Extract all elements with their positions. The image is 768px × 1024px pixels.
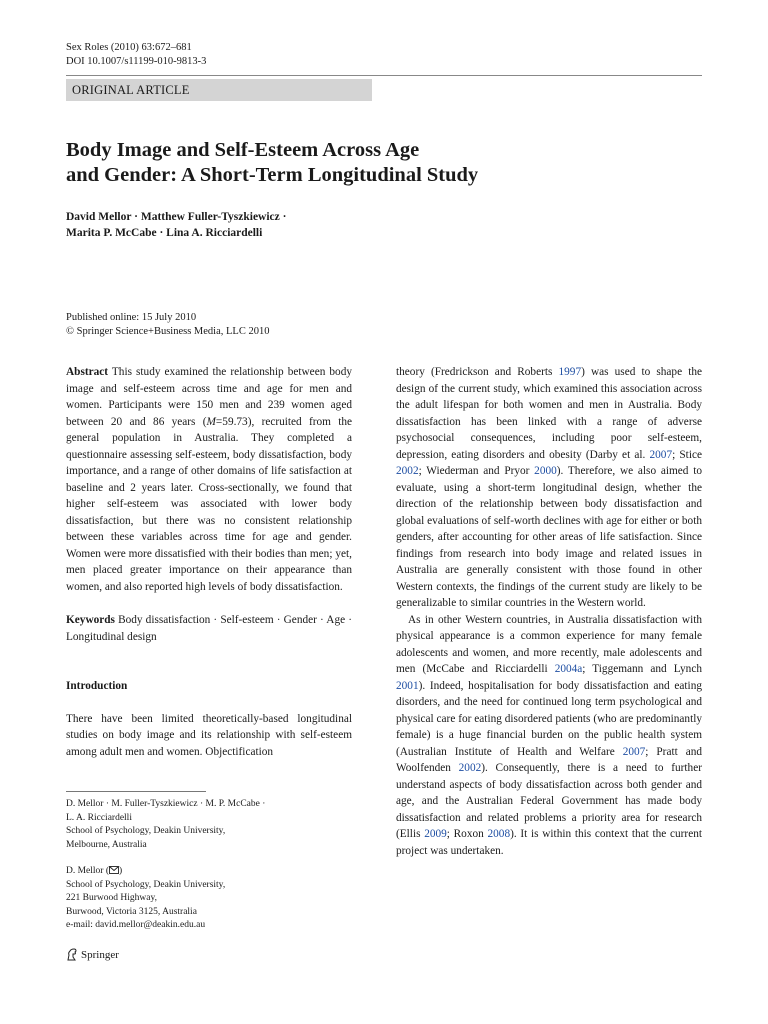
header-rule bbox=[66, 75, 702, 76]
publisher-name: Springer bbox=[81, 948, 119, 961]
text-run: As in other Western countries, in Australia dissatisfaction with physical appearance is a common experience for many female adolescents and women, and more recently, male adolescents and men (McCabe and Ricciardelli bbox=[396, 613, 702, 675]
mean-symbol: M bbox=[206, 415, 216, 428]
text-run: ). Therefore, we also aimed to evaluate, using a short-term longitudinal design, whether the direction of the relationship between body dissatisfaction and global evaluations of self-worth declines with age for either or both genders, after accounting for other areas of life satisfaction. Since findings from research into body image and related issues in Australia are generally consistent with those found in other Western contexts, the findings of the current study are likely to be generalizable to similar countries in the Western world. bbox=[396, 465, 702, 609]
introduction-heading: Introduction bbox=[66, 680, 128, 692]
doi: DOI 10.1007/s11199-010-9813-3 bbox=[66, 56, 207, 67]
introduction-text: There have been limited theoretically-based longitudinal studies on body image and its relationship with self-esteem among adult men and women. Objectification bbox=[66, 712, 352, 758]
corr-suburb: Burwood, Victoria 3125, Australia bbox=[66, 906, 197, 917]
citation-link[interactable]: 2009 bbox=[424, 828, 447, 840]
citation-link[interactable]: 2008 bbox=[487, 828, 511, 840]
copyright-line: © Springer Science+Business Media, LLC 2010 bbox=[66, 326, 270, 337]
author-list bbox=[66, 209, 286, 241]
affil-names-1: D. Mellor · M. Fuller-Tyszkiewicz · M. P. McCabe · bbox=[66, 799, 266, 809]
text-run: ; Pratt and Woolfenden bbox=[396, 745, 703, 774]
corr-close: ) bbox=[119, 866, 123, 876]
article-title bbox=[66, 138, 626, 188]
title-line-1: Body Image and Self-Esteem Across Age bbox=[66, 139, 420, 161]
text-run: ; Tiggemann and Lynch bbox=[582, 663, 702, 675]
springer-horse-icon bbox=[66, 948, 78, 961]
corr-name: D. Mellor ( bbox=[66, 866, 110, 876]
affil-school: School of Psychology, Deakin University, bbox=[66, 826, 226, 836]
affil-names-2: L. A. Ricciardelli bbox=[66, 812, 132, 823]
corr-street: 221 Burwood Highway, bbox=[66, 893, 157, 903]
text-run: ; Wiederman and Pryor bbox=[418, 465, 535, 477]
text-run: ; Stice bbox=[672, 448, 702, 461]
affiliations bbox=[66, 798, 265, 933]
affil-city: Melbourne, Australia bbox=[66, 839, 147, 850]
text-run: ). Indeed, hospitalisation for body dissatisfaction and eating disorders, and the need for continued long term psychological and physical care for eating disordered patients (who are predominantly female) is a huge financial burden on the public health system (Australian Institute of Health and Welfare bbox=[396, 679, 702, 758]
abstract bbox=[66, 364, 352, 595]
text-run: ). It is within this context that the current project was undertaken. bbox=[396, 828, 702, 857]
corresponding-author bbox=[66, 865, 265, 879]
keywords-label: Keywords bbox=[66, 614, 115, 626]
citation-link[interactable]: 2002 bbox=[396, 465, 419, 477]
corr-school: School of Psychology, Deakin University, bbox=[66, 879, 226, 890]
publication-info bbox=[66, 311, 269, 339]
citation-link[interactable]: 2004a bbox=[554, 663, 583, 675]
abstract-text-b: =59.73), recruited from the general population in Australia. They completed a questionnaire assessing self-esteem, body dissatisfaction, body importance, and a range of other domains of life satisfaction at baseline and 2 years later. Cross-sectionally, we found that higher self-esteem was associated with lower body dissatisfaction, but there was no consistent relationship between these variables across time for age and gender. Women were more dissatisfied with their bodies than men; yet, men placed greater importance on their appearance than women, and also reported high levels of body dissatisfaction. bbox=[66, 415, 353, 593]
right-paragraph-1 bbox=[396, 364, 702, 612]
keywords bbox=[66, 612, 352, 645]
right-paragraph-2 bbox=[396, 612, 702, 860]
title-line-2: and Gender: A Short-Term Longitudinal Study bbox=[66, 164, 479, 186]
text-run: theory (Fredrickson and Roberts bbox=[396, 366, 559, 378]
published-date: Published online: 15 July 2010 bbox=[66, 312, 197, 323]
citation-link[interactable]: 2001 bbox=[396, 679, 419, 692]
text-run: ). Consequently, there is a need to further understand aspects of body dissatisfaction across both gender and age, and the Australian Federal Government has made body dissatisfaction and related problems a priority area for research (Ellis bbox=[396, 762, 702, 840]
citation-link[interactable]: 2007 bbox=[622, 745, 646, 758]
abstract-text-a: This study examined the relationship between body image and self-esteem across time and age for men and women. Participants were 150 men and 239 women aged between 20 and 86 years ( bbox=[66, 366, 352, 428]
envelope-icon bbox=[109, 866, 119, 874]
footnote-rule bbox=[66, 791, 206, 792]
author-line-2: Marita P. McCabe · Lina A. Ricciardelli bbox=[66, 227, 263, 239]
corr-email[interactable]: e-mail: david.mellor@deakin.edu.au bbox=[66, 920, 206, 930]
citation-link[interactable]: 2002 bbox=[458, 762, 482, 774]
author-line-1: David Mellor · Matthew Fuller-Tyszkiewicz · bbox=[66, 211, 287, 223]
text-run: ; Roxon bbox=[446, 828, 488, 840]
keywords-text: Body dissatisfaction · Self-esteem · Gender · Age · Longitudinal design bbox=[66, 614, 352, 643]
journal-citation: Sex Roles (2010) 63:672–681 bbox=[66, 42, 192, 53]
right-column bbox=[396, 364, 702, 859]
citation-link[interactable]: 2000 bbox=[534, 465, 557, 477]
article-type-banner: ORIGINAL ARTICLE bbox=[66, 79, 372, 101]
citation-link[interactable]: 1997 bbox=[558, 366, 582, 378]
publisher-footer bbox=[66, 948, 119, 961]
left-column bbox=[66, 364, 352, 760]
citation-link[interactable]: 2007 bbox=[649, 448, 673, 461]
abstract-label: Abstract bbox=[66, 366, 109, 378]
text-run: ) was used to shape the design of the current study, which examined this association across the adult lifespan for both women and men in Australia. Body dissatisfaction has been linked with a range of adverse psychosocial consequences, including poor self-esteem, depression, eating disorders and obesity (Darby et al. bbox=[396, 366, 703, 461]
